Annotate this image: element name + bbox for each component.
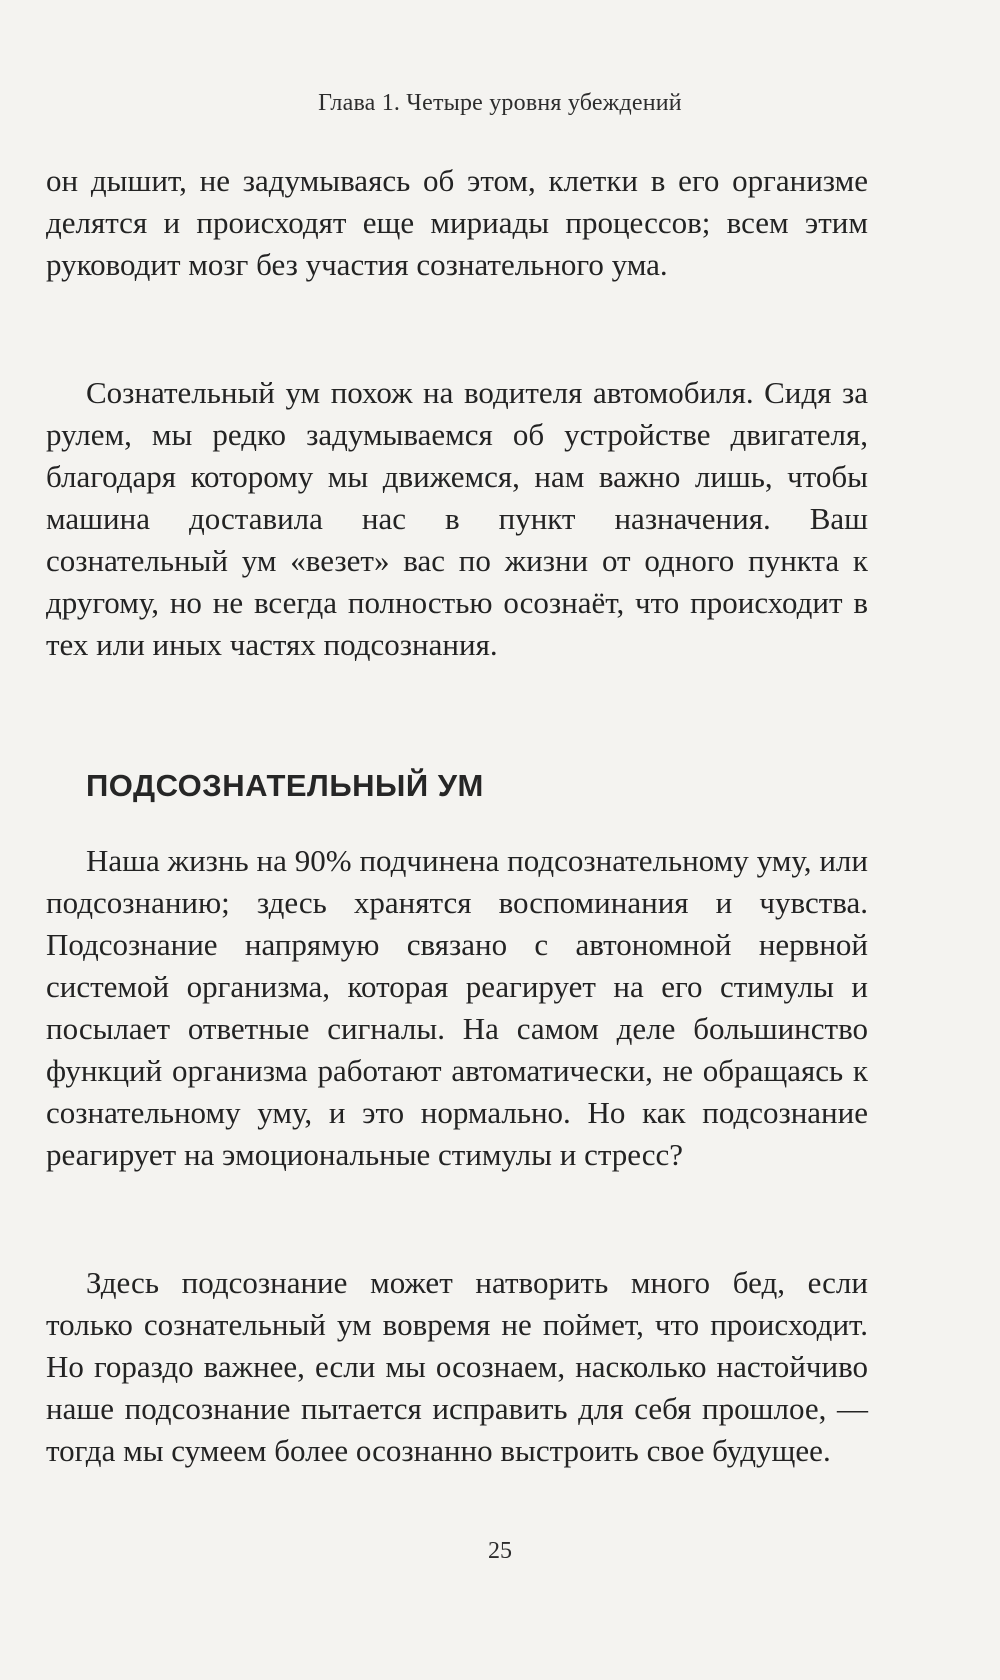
section-heading: ПОДСОЗНАТЕЛЬНЫЙ УМ xyxy=(86,768,484,803)
text-block-conscious-mind xyxy=(46,372,868,666)
page-number: 25 xyxy=(488,1538,512,1564)
paragraph-conclusion: Здесь подсознание может натворить много бед, если только сознательный ум вовремя не поймет, что происходит. Но гораздо важнее, если мы осознаем, насколько настойчиво наше подсознание пытается исправить для себя прошлое, — тогда мы сумеем более осознанно выстроить свое будущее. xyxy=(46,1265,868,1468)
text-block-subconscious xyxy=(46,840,868,1176)
text-block-conclusion xyxy=(46,1262,868,1472)
running-head: Глава 1. Четыре уровня убеждений xyxy=(318,90,682,116)
paragraph-subconscious: Наша жизнь на 90% подчинена подсознательному уму, или подсознанию; здесь хранятся воспоминания и чувства. Подсознание напрямую связано с автономной нервной системой организма, которая реагирует на его стимулы и посылает ответные сигналы. На самом деле большинство функций организма работают автоматически, не обращаясь к сознательному уму, и это нормально. Но как подсознание реагирует на эмоциональные стимулы и стресс? xyxy=(46,843,868,1172)
text-block-continuation xyxy=(46,160,868,286)
paragraph-conscious-mind: Сознательный ум похож на водителя автомобиля. Сидя за рулем, мы редко задумываемся об устройстве двигателя, благодаря которому мы движемся, нам важно лишь, чтобы машина доставила нас в пункт назначения. Ваш сознательный ум «везет» вас по жизни от одного пункта к другому, но не всегда полностью осознаёт, что происходит в тех или иных частях подсознания. xyxy=(46,375,868,662)
paragraph-continued: он дышит, не задумываясь об этом, клетки в его организме делятся и происходят еще мириады процессов; всем этим руководит мозг без участия сознательного ума. xyxy=(46,163,868,282)
